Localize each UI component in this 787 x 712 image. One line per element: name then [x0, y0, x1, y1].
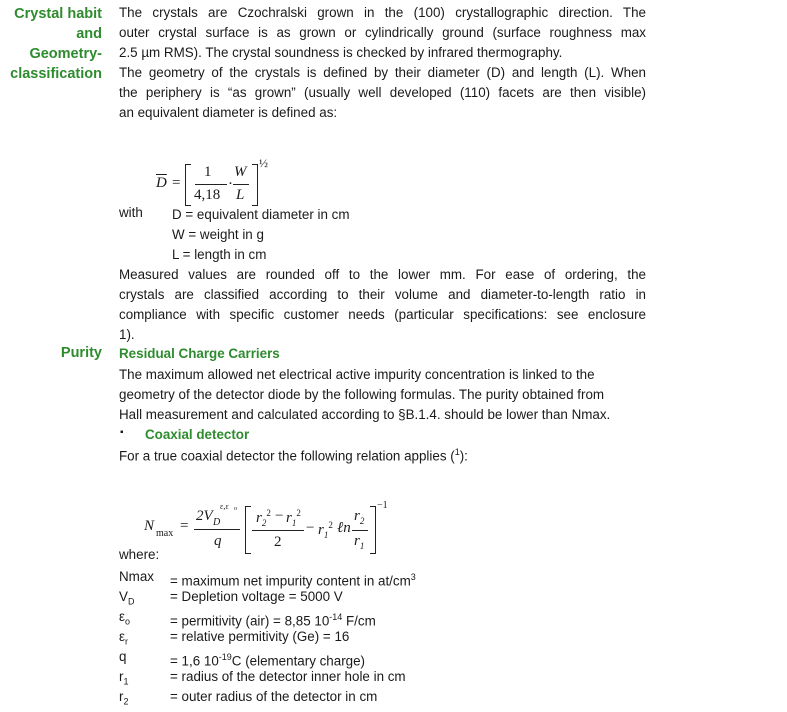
symbol-row	[119, 647, 366, 669]
text-line: the periphery is “as grown” (usually well developed (110) facets are then visible)	[119, 85, 646, 100]
symbol-desc: = Depletion voltage = 5000 V	[170, 589, 343, 604]
symbol-row	[119, 627, 350, 647]
residual-charge-heading: Residual Charge Carriers	[119, 346, 280, 361]
nmax-inner-bar	[252, 530, 304, 531]
nmax-frac-num-sub: D	[213, 517, 221, 528]
text-line: The maximum allowed net electrical active impurity concentration is linked to the	[119, 367, 595, 382]
symbol-row	[119, 667, 406, 687]
nmax-r1-sq-tail: $r_1^2$	[318, 520, 333, 540]
nmax-bracket-right	[370, 506, 376, 554]
nmax-r2-sq: $r_2^2$	[256, 508, 271, 528]
symbol-name: $\varepsilon_o$	[119, 609, 130, 627]
nmax-frac-num-sup-sub: o	[234, 506, 237, 512]
section-label-line: classification	[10, 66, 102, 82]
symbol-row	[119, 587, 343, 607]
equivalent-diameter-formula	[148, 150, 288, 210]
section-label-purity: Purity	[60, 345, 102, 361]
formula-bracket-left	[185, 164, 191, 206]
nmax-minus-1: −	[275, 508, 284, 524]
text-line: The geometry of the crystals is defined by their diameter (D) and length (L). When	[119, 65, 646, 80]
definition-item: W = weight in g	[172, 227, 264, 242]
formula-dot: ·	[228, 176, 233, 192]
nmax-frac-bar	[194, 529, 240, 530]
symbol-name: $V_D$	[119, 589, 135, 607]
definition-item: L = length in cm	[172, 247, 267, 262]
formula-equals: =	[172, 175, 181, 191]
nmax-lhs: N	[144, 518, 155, 534]
symbol-table	[119, 567, 416, 707]
section-label-line: and	[76, 26, 102, 42]
variable-definitions	[172, 205, 350, 265]
formula-lhs: $\overline{D}$	[156, 175, 167, 191]
text-line: compliance with specific customer needs (particular specifications: see enclosure	[119, 307, 646, 322]
coaxial-sentence	[119, 447, 468, 463]
section-label-line: Crystal habit	[14, 6, 102, 22]
text-line: The crystals are Czochralski grown in the (100) crystallographic direction. The	[119, 5, 646, 20]
symbol-name: $r_2$	[119, 689, 129, 707]
text-line: outer crystal surface is as grown or cylindrically ground (surface roughness max	[119, 25, 646, 40]
text-line: Measured values are rounded off to the lower mm. For ease of ordering, the	[119, 267, 646, 282]
text-line: 1).	[119, 327, 135, 342]
purity-paragraph	[119, 365, 610, 425]
formula-exponent: ½	[259, 156, 268, 170]
symbol-name: $r_1$	[119, 669, 129, 687]
nmax-ratio-den: $r_1$	[354, 533, 365, 551]
formula-frac2-bar	[233, 184, 249, 185]
text-line: Hall measurement and calculated according to §B.1.4. should be lower than Nmax.	[119, 407, 611, 422]
formula-frac1-num: 1	[204, 164, 212, 180]
nmax-minus-2: −	[306, 520, 315, 536]
where-label: where:	[119, 547, 160, 562]
nmax-ln: ℓn	[337, 520, 351, 536]
nmax-inner-den: 2	[274, 534, 282, 550]
nmax-ratio-num: $r_2$	[354, 508, 365, 526]
symbol-row	[119, 687, 378, 707]
crystal-intro-paragraph	[119, 3, 646, 123]
nmax-lhs-sub: max	[156, 528, 174, 539]
symbol-name: $\varepsilon_r$	[119, 629, 128, 647]
nmax-formula	[144, 500, 404, 560]
text-line: an equivalent diameter is defined as:	[119, 105, 338, 120]
nmax-frac-den: q	[214, 533, 222, 549]
nmax-ratio-bar	[352, 530, 368, 531]
formula-frac2-den: L	[236, 187, 245, 203]
coaxial-heading: Coaxial detector	[145, 427, 250, 442]
symbol-desc: = maximum net impurity content in $at/cm^3$	[170, 572, 416, 589]
coaxial-sentence-end: ):	[459, 448, 468, 464]
symbol-desc: = 1,6 $10^{-19}C$ (elementary charge)	[170, 652, 366, 669]
symbol-name: Nmax	[119, 569, 154, 584]
bullet-icon: ▪	[120, 427, 124, 438]
symbol-desc: = radius of the detector inner hole in cm	[170, 669, 406, 684]
formula-frac2-num: W	[234, 164, 247, 180]
symbol-row	[119, 567, 416, 589]
text-line: geometry of the detector diode by the following formulas. The purity obtained from	[119, 387, 605, 402]
section-label-crystal-habit	[10, 4, 102, 84]
symbol-desc: = permitivity (air) = 8,85 $10^{-14}$ F/cm	[170, 612, 376, 629]
nmax-r1-sq: $r_1^2$	[286, 508, 301, 528]
nmax-bracket-left	[245, 506, 251, 554]
section-label-line: Geometry-	[29, 46, 102, 62]
nmax-frac-num-sup: ε,ε	[220, 502, 229, 511]
nmax-frac-num: 2V	[196, 508, 213, 524]
symbol-row	[119, 607, 376, 629]
text-line: 2.5 µm RMS). The crystal soundness is checked by infrared thermography.	[119, 45, 563, 60]
nmax-exponent: −1	[377, 500, 388, 511]
symbol-desc: = outer radius of the detector in cm	[170, 689, 378, 704]
formula-bracket-right	[252, 164, 258, 206]
formula-frac1-den: 4,18	[194, 187, 221, 203]
formula-frac1-bar	[195, 184, 227, 185]
text-line: crystals are classified according to their volume and diameter-to-length ratio in	[119, 287, 646, 302]
symbol-desc: = relative permitivity (Ge) = 16	[170, 629, 350, 644]
with-label: with	[119, 205, 143, 220]
definition-item: D = equivalent diameter in cm	[172, 207, 350, 222]
crystal-closing-paragraph	[119, 265, 646, 345]
symbol-name: q	[119, 649, 127, 664]
coaxial-sentence-text: For a true coaxial detector the following relation applies (	[119, 448, 455, 464]
footnote-ref: 1	[454, 447, 460, 457]
nmax-equals: =	[180, 518, 189, 534]
